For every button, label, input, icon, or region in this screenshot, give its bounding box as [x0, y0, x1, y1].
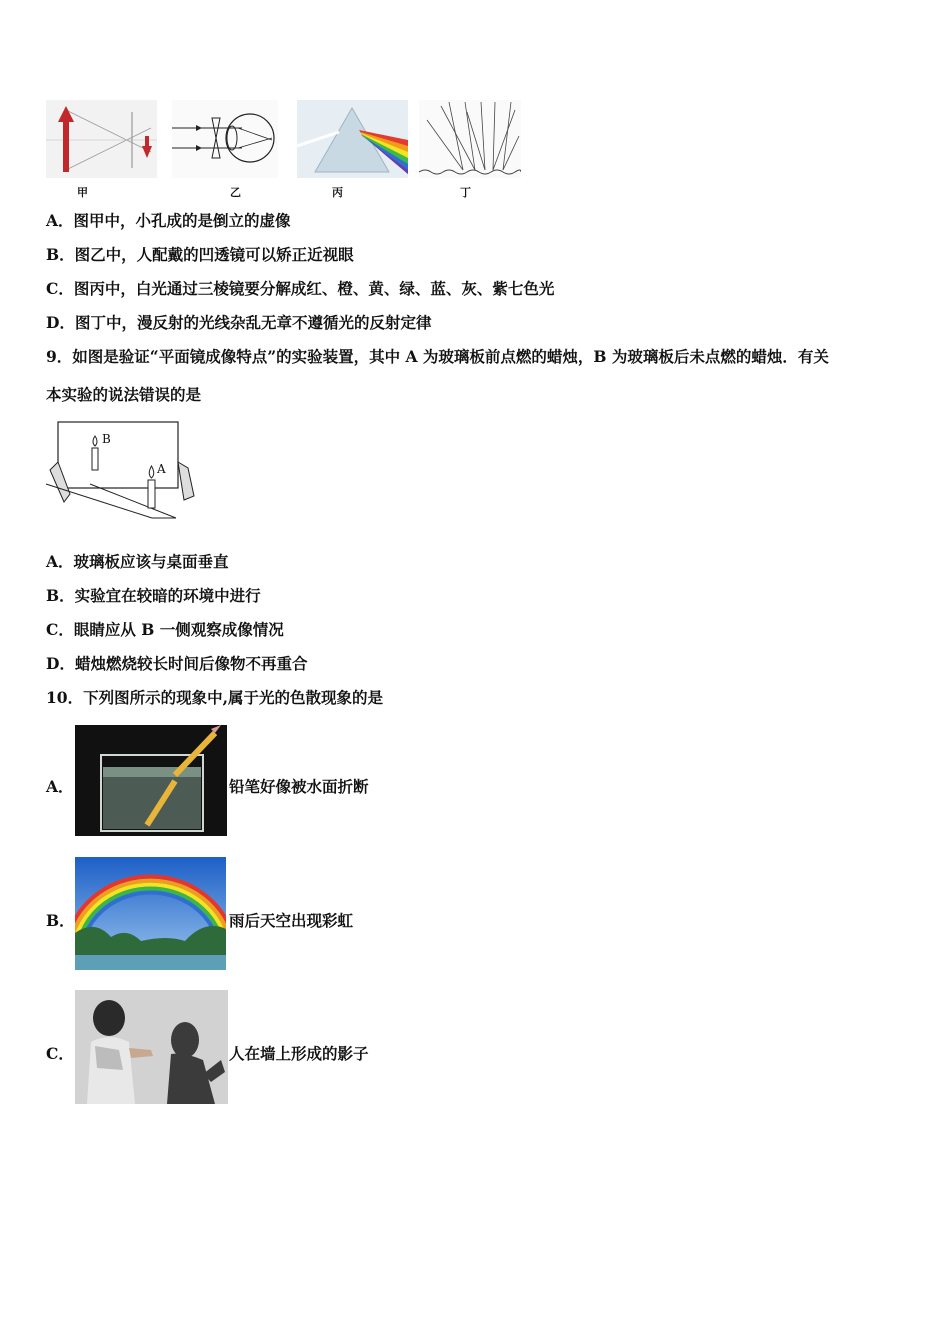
candle-a-label: A [157, 462, 166, 476]
figure-yi-eye-lens [172, 100, 278, 178]
candle-b-label: B [102, 432, 111, 446]
q9-option-c: C．眼睛应从 B 一侧观察成像情况 [46, 620, 284, 639]
figure-label-bing: 丙 [332, 186, 343, 199]
rainbow-image [75, 857, 226, 970]
figure-plane-mirror-apparatus [44, 418, 196, 526]
q9-option-b: B．实验宜在较暗的环境中进行 [46, 586, 261, 605]
q9-stem-line1: 9．如图是验证“平面镜成像特点”的实验装置，其中 A 为玻璃板前点燃的蜡烛，B 为玻璃板后未点燃的蜡烛．有关 [46, 347, 829, 366]
q8-option-a: A．图甲中，小孔成的是倒立的虚像 [46, 211, 291, 230]
figure-ding-diffuse-reflection [419, 100, 521, 178]
pencil-in-water-image [75, 725, 227, 836]
q10-option-c-text: 人在墙上形成的影子 [229, 1044, 369, 1063]
q10-option-b-text: 雨后天空出现彩虹 [229, 911, 354, 930]
q10-option-c-letter: C． [46, 1044, 74, 1063]
shadow-image [75, 990, 228, 1104]
q8-option-c: C．图丙中，白光通过三棱镜要分解成红、橙、黄、绿、蓝、灰、紫七色光 [46, 279, 555, 298]
figure-label-jia: 甲 [77, 186, 88, 199]
q9-stem-line2: 本实验的说法错误的是 [46, 385, 202, 404]
q9-option-a: A．玻璃板应该与桌面垂直 [46, 552, 229, 571]
figure-label-yi: 乙 [230, 186, 241, 199]
figure-bing-prism [297, 100, 408, 178]
q10-option-a-letter: A． [46, 777, 74, 796]
figure-label-ding: 丁 [460, 186, 471, 199]
q10-option-a-text: 铅笔好像被水面折断 [229, 777, 369, 796]
q10-stem: 10．下列图所示的现象中,属于光的色散现象的是 [46, 688, 383, 707]
q9-option-d: D．蜡烛燃烧较长时间后像物不再重合 [46, 654, 308, 673]
q8-option-b: B．图乙中，人配戴的凹透镜可以矫正近视眼 [46, 245, 354, 264]
figure-jia-pinhole [46, 100, 157, 178]
q10-option-b-letter: B． [46, 911, 75, 930]
q8-option-d: D．图丁中，漫反射的光线杂乱无章不遵循光的反射定律 [46, 313, 432, 332]
